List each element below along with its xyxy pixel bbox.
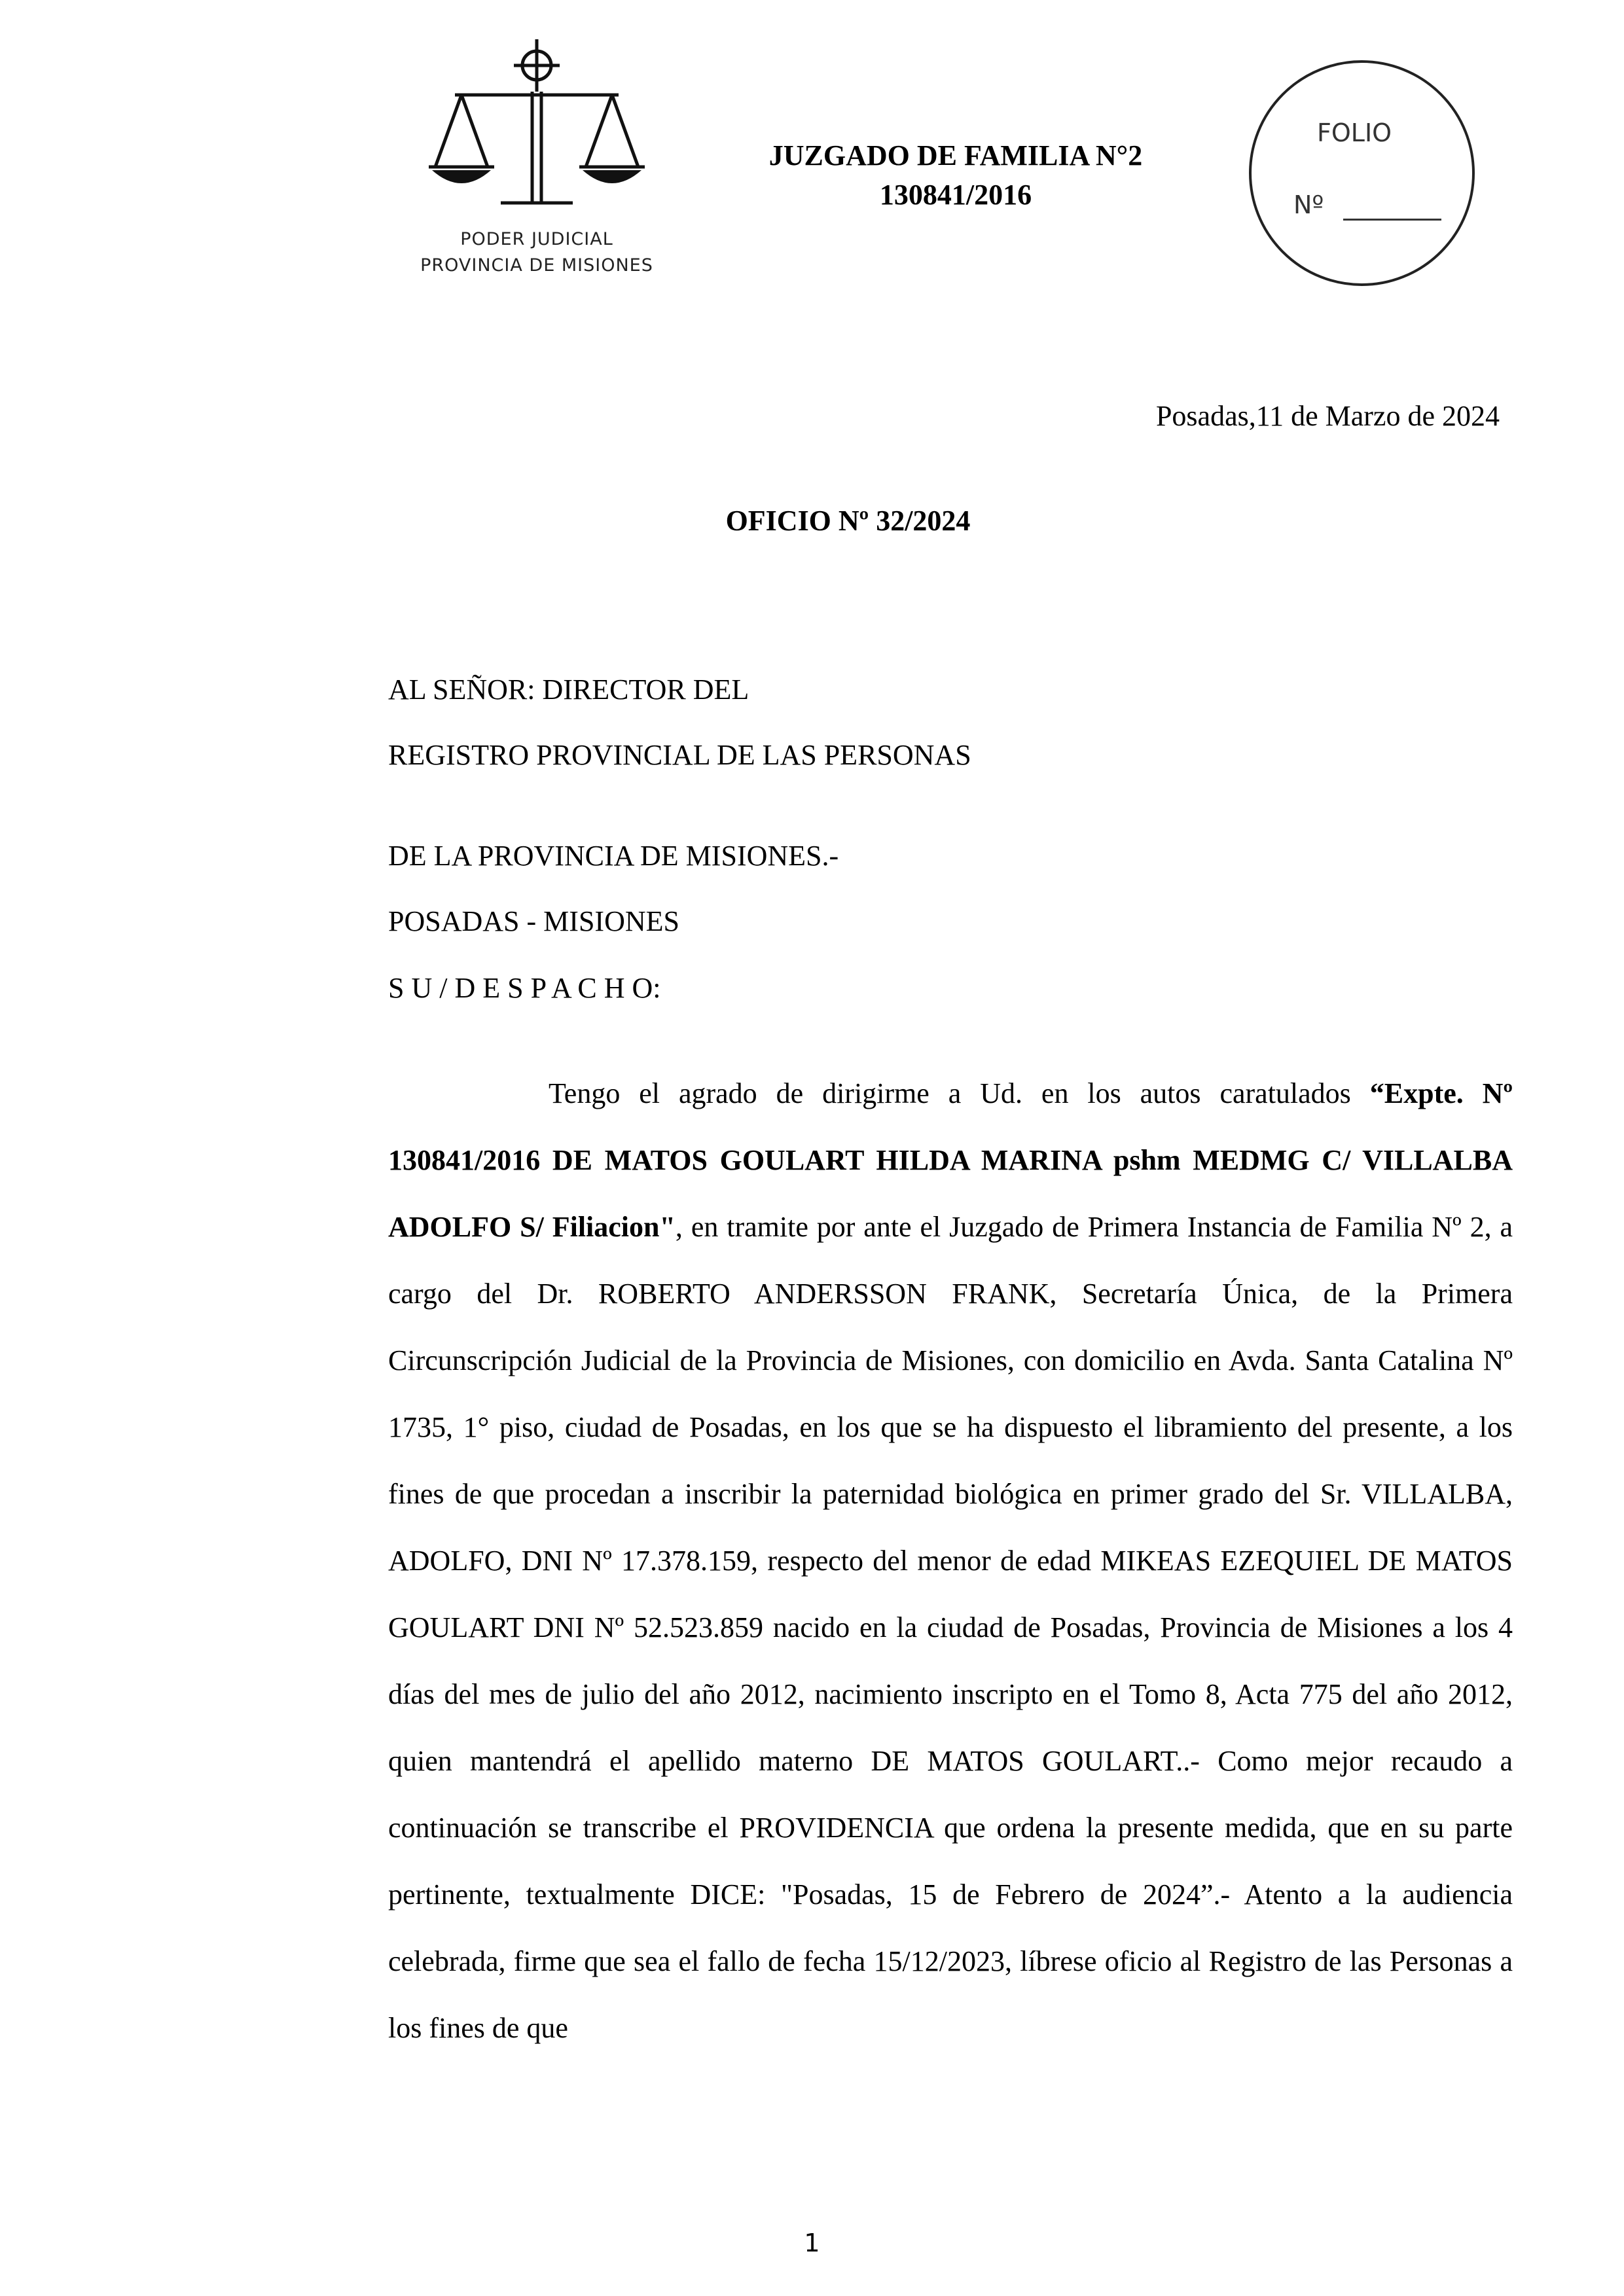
court-name: JUZGADO DE FAMILIA N°2 (768, 139, 1143, 171)
addressee-line-3: DE LA PROVINCIA DE MISIONES.- (388, 840, 839, 872)
page-number: 1 (804, 2229, 820, 2257)
folio-number-label: Nº (1293, 190, 1324, 219)
body-text: , en tramite por ante el Juzgado de Primera Instancia de Familia Nº 2, a cargo del Dr. ROBERTO ANDERSSON FRANK, Secretaría Única, de la Primera Circunscripción Judicial de la Provincia de Misiones, con domicilio en Avda. Santa Catalina Nº 1735, 1° piso, ciudad de Posadas, en los que se ha dispuesto el libramiento del presente, a los fines de que procedan a inscribir la paternidad biológica en primer grado del Sr. VILLALBA, ADOLFO, DNI Nº 17.378.159, respecto del menor de edad MIKEAS EZEQUIEL DE MATOS GOULART DNI Nº 52.523.859 nacido en la ciudad de Posadas, Provincia de Misiones a los 4 días del mes de julio del año 2012, nacimiento inscripto en el Tomo 8, Acta 775 del año 2012, quien mantendrá el apellido materno DE MATOS GOULART..- Como mejor recaudo a continuación se transcribe el PROVIDENCIA que ordena la presente medida, que en su parte pertinente, textualmente DICE: "Posadas, 15 de Febrero de 2024”.- Atento a la audiencia celebrada, firme que sea el fallo de fecha 15/12/2023, líbrese oficio al Registro de las Personas a los fines de que (388, 1211, 1513, 2044)
addressee-line-2: REGISTRO PROVINCIAL DE LAS PERSONAS (388, 739, 971, 771)
court-header (694, 136, 1218, 215)
oficio-title: OFICIO Nº 32/2024 (725, 505, 971, 537)
body-intro: Tengo el agrado de dirigirme a Ud. en los autos caratulados (549, 1077, 1370, 1109)
logo-text-provincia: PROVINCIA DE MISIONES (420, 255, 653, 276)
date-line: Posadas,11 de Marzo de 2024 (1155, 400, 1500, 432)
folio-stamp (1249, 60, 1475, 286)
addressee-line-4: POSADAS - MISIONES (388, 905, 679, 937)
case-title: “Expte. Nº 130841/2016 DE MATOS GOULART HILDA MARINA pshm MEDMG C/ VILLALBA ADOLFO S/ Filiacion" (388, 1077, 1513, 1243)
folio-label: FOLIO (1317, 118, 1392, 147)
logo-text-poder-judicial: PODER JUDICIAL (460, 229, 613, 249)
case-number: 130841/2016 (879, 179, 1032, 211)
addressee-line-1: AL SEÑOR: DIRECTOR DEL (388, 673, 749, 706)
body-paragraph (388, 1060, 1513, 2062)
addressee-line-5: S U / D E S P A C H O: (388, 972, 661, 1004)
folio-number-blank (1343, 219, 1441, 221)
scales-of-justice-icon (429, 39, 645, 236)
poder-judicial-logo (403, 39, 671, 295)
